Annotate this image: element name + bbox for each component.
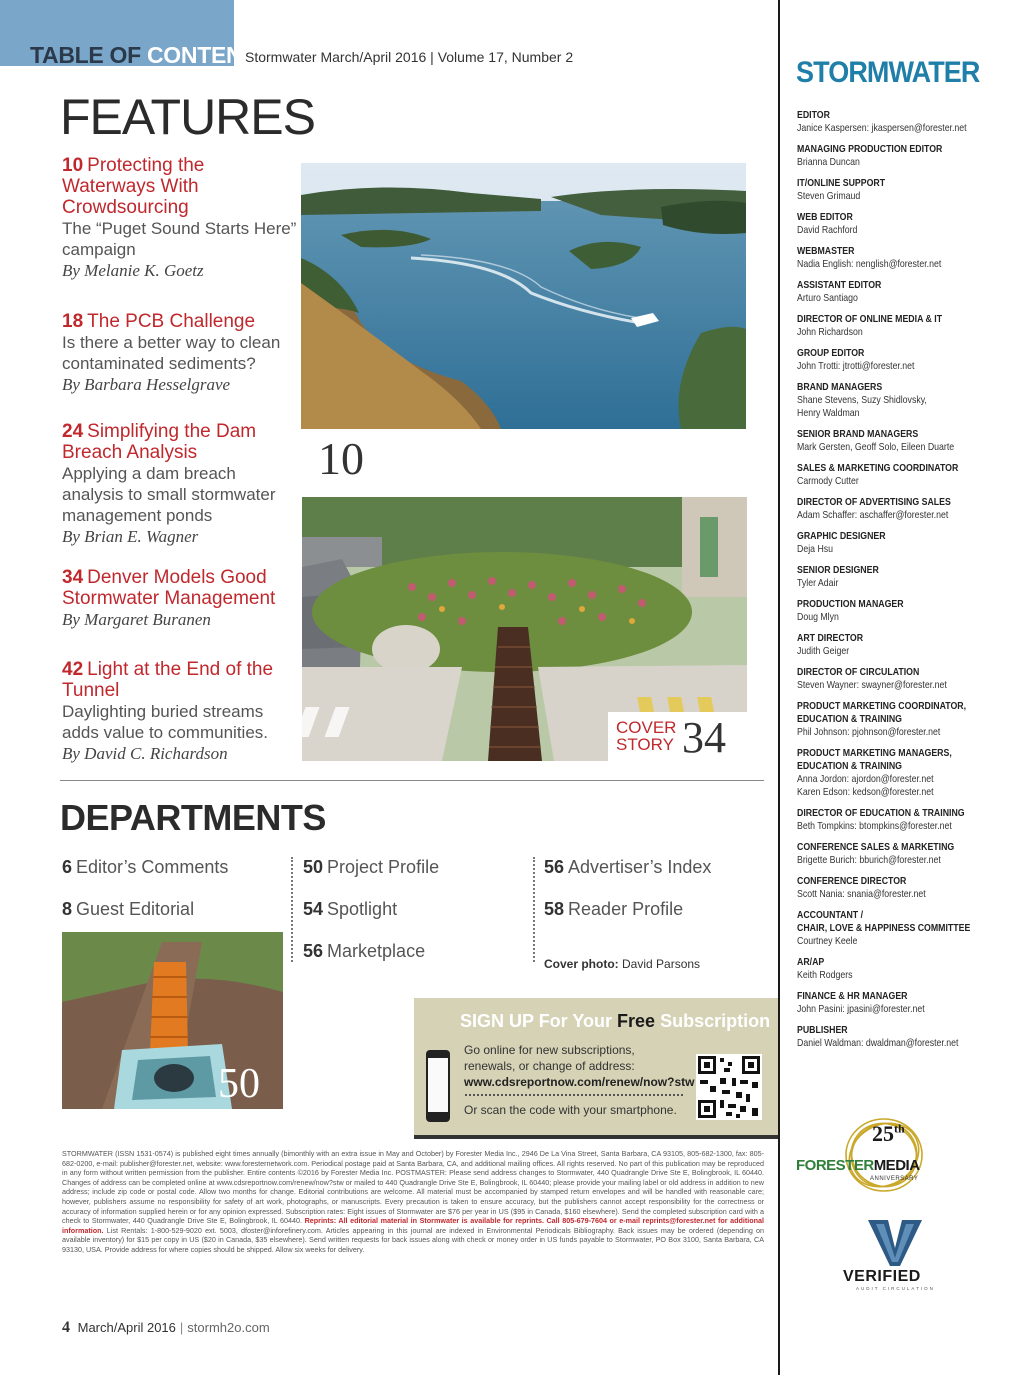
masthead-role: ASSISTANT EDITOR: [797, 280, 882, 291]
masthead-role: EDITOR: [797, 110, 830, 121]
feature-byline: By David C. Richardson: [62, 744, 228, 763]
masthead-entry: [797, 990, 1019, 1016]
feature-byline: By Barbara Hesselgrave: [62, 375, 231, 394]
section-divider: [60, 780, 764, 781]
masthead-role: WEBMASTER: [797, 246, 855, 257]
department-item[interactable]: 54 Spotlight: [303, 899, 398, 919]
masthead-entry: [797, 632, 1019, 658]
masthead-name: Brigette Burich: bburich@forester.net: [797, 855, 941, 866]
feature-title[interactable]: 10 Protecting the Waterways With Crowdsourcing: [62, 155, 205, 218]
masthead-entry: [797, 245, 1019, 271]
signup-text: Go online for new subscriptions, renewals, or change of address: www.cdsreportnow.com/renew/now?stw: [464, 1043, 695, 1089]
masthead-role: GROUP EDITOR: [797, 348, 865, 359]
feature-description: Daylighting buried streams adds value to communities.: [62, 702, 268, 742]
department-item[interactable]: 58 Reader Profile: [544, 899, 684, 919]
masthead-name: Karen Edson: kedson@forester.net: [797, 787, 934, 798]
masthead-entry: [797, 428, 1019, 454]
masthead-name: Shane Stevens, Suzy Shidlovsky,: [797, 395, 927, 406]
masthead-role: GRAPHIC DESIGNER: [797, 531, 886, 542]
column-separator: [533, 857, 535, 962]
masthead-name: Henry Waldman: [797, 408, 860, 419]
department-item[interactable]: 56 Marketplace: [303, 941, 426, 961]
signup-title: SIGN UP For Your Free Subscription: [460, 1011, 771, 1031]
masthead-name: David Rachford: [797, 225, 858, 236]
masthead-entry: [797, 211, 1019, 237]
waterway-photo: [301, 163, 746, 429]
masthead-entry: [797, 909, 1019, 948]
masthead-entry: [797, 313, 1019, 339]
masthead-name: Tyler Adair: [797, 578, 839, 589]
masthead-role: DIRECTOR OF EDUCATION & TRAINING: [797, 808, 965, 819]
staff-masthead: [797, 109, 1019, 1058]
masthead-role: PRODUCT MARKETING COORDINATOR,: [797, 701, 967, 712]
masthead-entry: [797, 666, 1019, 692]
page-number: 4: [62, 1319, 70, 1336]
issue-info: Stormwater March/April 2016 | Volume 17, Number 2: [245, 49, 574, 65]
masthead-name: Deja Hsu: [797, 544, 834, 555]
masthead-name: Beth Tompkins: btompkins@forester.net: [797, 821, 952, 832]
column-separator: [291, 857, 293, 962]
masthead-role: FINANCE & HR MANAGER: [797, 991, 908, 1002]
project-profile-photo: [62, 932, 283, 1109]
feature-item[interactable]: [62, 155, 297, 281]
department-item[interactable]: 8 Guest Editorial: [62, 899, 195, 919]
column-divider: [778, 0, 780, 1375]
feature-item[interactable]: [62, 659, 297, 764]
masthead-name: Judith Geiger: [797, 646, 850, 657]
masthead-role: BRAND MANAGERS: [797, 382, 883, 393]
verified-audit-circulation-logo: VERIFIED AUDIT CIRCULATION: [840, 1218, 950, 1298]
masthead-name: John Trotti: jtrotti@forester.net: [797, 361, 915, 372]
masthead-entry: [797, 564, 1019, 590]
department-item[interactable]: 56 Advertiser’s Index: [544, 857, 712, 877]
masthead-role: EDUCATION & TRAINING: [797, 714, 902, 725]
masthead-name: Adam Schaffer: aschaffer@forester.net: [797, 510, 949, 521]
department-item[interactable]: 50 Project Profile: [303, 857, 440, 877]
feature-description: The “Puget Sound Starts Here” campaign: [62, 219, 297, 259]
masthead-name: Brianna Duncan: [797, 157, 860, 168]
masthead-name: Nadia English: nenglish@forester.net: [797, 259, 942, 270]
department-item[interactable]: 6 Editor’s Comments: [62, 857, 229, 877]
masthead-entry: [797, 530, 1019, 556]
masthead-name: John Pasini: jpasini@forester.net: [797, 1004, 925, 1015]
feature-description: Is there a better way to clean contaminated sediments?: [62, 333, 281, 373]
masthead-name: Steven Grimaud: [797, 191, 861, 202]
masthead-entry: [797, 841, 1019, 867]
cover-story-badge: COVER STORY 34: [608, 712, 747, 761]
feature-title[interactable]: 18 The PCB Challenge: [62, 311, 256, 332]
signup-scan-text: Or scan the code with your smartphone.: [464, 1103, 677, 1117]
masthead-entry: [797, 143, 1019, 169]
masthead-entry: [797, 598, 1019, 624]
cover-story-number: 34: [682, 713, 726, 762]
masthead-name: Daniel Waldman: dwaldman@forester.net: [797, 1038, 959, 1049]
departments-heading: DEPARTMENTS: [60, 797, 326, 838]
subscription-signup-box[interactable]: [414, 998, 778, 1136]
feature-item[interactable]: [62, 311, 297, 395]
masthead-entry: [797, 462, 1019, 488]
masthead-role: SENIOR BRAND MANAGERS: [797, 429, 919, 440]
masthead-role: PRODUCTION MANAGER: [797, 599, 904, 610]
project-photo-number: 50: [218, 1061, 260, 1107]
masthead-name: Arturo Santiago: [797, 293, 858, 304]
masthead-role: CHAIR, LOVE & HAPPINESS COMMITTEE: [797, 923, 971, 934]
masthead-name: Courtney Keele: [797, 936, 858, 947]
masthead-entry: [797, 496, 1019, 522]
masthead-role: CONFERENCE DIRECTOR: [797, 876, 907, 887]
masthead-entry: [797, 956, 1019, 982]
masthead-entry: [797, 1024, 1019, 1050]
qr-code-icon[interactable]: [696, 1054, 762, 1120]
masthead-role: ART DIRECTOR: [797, 633, 864, 644]
masthead-name: Anna Jordon: ajordon@forester.net: [797, 774, 934, 785]
masthead-role: PRODUCT MARKETING MANAGERS,: [797, 748, 952, 759]
masthead-entry: [797, 109, 1019, 135]
cover-photo-credit: Cover photo: David Parsons: [544, 957, 701, 971]
masthead-name: Mark Gersten, Geoff Solo, Eileen Duarte: [797, 442, 955, 453]
masthead-entry: [797, 177, 1019, 203]
stormwater-logo: STORMWATER: [796, 56, 980, 89]
masthead-name: Keith Rodgers: [797, 970, 853, 981]
masthead-role: ACCOUNTANT /: [797, 910, 864, 921]
feature-photo-number: 10: [318, 433, 364, 484]
masthead-name: Doug Mlyn: [797, 612, 839, 623]
smartphone-icon: [426, 1050, 450, 1122]
feature-title[interactable]: 42 Light at the End of the Tunnel: [62, 659, 274, 701]
table-of-contents-label: TABLE OF CONTENTS: [30, 42, 272, 68]
dotted-arrow-line: [465, 1094, 683, 1096]
feature-byline: By Melanie K. Goetz: [62, 261, 204, 280]
masthead-role: MANAGING PRODUCTION EDITOR: [797, 144, 943, 155]
masthead-entry: [797, 747, 1019, 799]
masthead-role: IT/ONLINE SUPPORT: [797, 178, 886, 189]
site-link[interactable]: stormh2o.com: [187, 1320, 270, 1335]
masthead-name: Steven Wayner: swayner@forester.net: [797, 680, 947, 691]
signup-url-link[interactable]: www.cdsreportnow.com/renew/now?stw: [464, 1075, 695, 1089]
publication-legal-text: STORMWATER (ISSN 1531-0574) is published eight times annually (bimonthly with an extra issue in May and October) by Forester Media Inc., 2946 De La Vina Street, Santa Barbara, CA 93105, 805-682-1300, fax: 805-682-0200, e-mail: publisher@forester.net, website: www.foresternetwork.com. Periodical postage paid at Santa Barbara, CA, and additional mailing offices. All rights reserved. No part of this publication may be reproduced in any form without written permission from the publisher. Entire contents ©2016 by Forester Media Inc. POSTMASTER: Please send address changes to Stormwater, 440 Quadrangle Drive Ste E, Bolingbrook, IL 60440. Changes of address can be completed online at www.cdsreportnow.com/renew/now?stw or mailed to 440 Quadrangle Drive Ste E, Bolingbrook, IL 60440; please provide your mailing label or old address in addition to new address; include zip code or postal code. Allow two months for change. Editorial contributions are welcome. All material must be accompanied by stamped return envelopes and will be handled with reasonable care; however, publishers assume no responsibility for safety of art work, photographs, or manuscripts. Every precaution is taken to ensure accuracy, but the publishers cannot accept responsibility for the correctness or accuracy of information supplied herein or for any opinion expressed. Subscription rates: Eight issues of Stormwater are $76 per year in US ($95 in Canada, $160 elsewhere). Send the completed subscription card with a check to Stormwater, 440 Quadrangle Drive Ste E, Bolingbrook, IL 60440. Reprints: All editorial material in Stormwater is available for reprints. Call 805-679-7604 or e-mail reprints@forester.net for additional information. List Rentals: 1-800-529-9020 ext. 5003, dfoster@inforefinery.com. Articles appearing in this journal are indexed in Environmental Periodicals Bibliography. Back issues may be ordered (depending on available inventory) for $15 per copy in US ($20 in Canada, $35 elsewhere). Send written requests for back issues along with check or money order in US funds payable to Stormwater, PO Box 3100, Santa Barbara, CA 93130, USA. Provide address for where copies should be shipped. Allow six weeks for delivery.: [62, 1149, 765, 1254]
masthead-name: Scott Nania: snania@forester.net: [797, 889, 926, 900]
masthead-role: WEB EDITOR: [797, 212, 853, 223]
feature-item[interactable]: [62, 421, 297, 547]
masthead-role: CONFERENCE SALES & MARKETING: [797, 842, 955, 853]
masthead-role: SENIOR DESIGNER: [797, 565, 879, 576]
masthead-role: DIRECTOR OF ONLINE MEDIA & IT: [797, 314, 943, 325]
masthead-entry: [797, 347, 1019, 373]
feature-item[interactable]: [62, 567, 302, 630]
masthead-role: AR/AP: [797, 957, 825, 968]
masthead-entry: [797, 875, 1019, 901]
feature-byline: By Margaret Buranen: [62, 610, 211, 629]
feature-description: Applying a dam breach analysis to small stormwater management ponds: [62, 464, 276, 525]
masthead-role: EDUCATION & TRAINING: [797, 761, 902, 772]
masthead-role: SALES & MARKETING COORDINATOR: [797, 463, 959, 474]
masthead-name: Carmody Cutter: [797, 476, 859, 487]
feature-byline: By Brian E. Wagner: [62, 527, 199, 546]
masthead-role: DIRECTOR OF CIRCULATION: [797, 667, 920, 678]
masthead-name: Phil Johnson: pjohnson@forester.net: [797, 727, 941, 738]
features-heading: FEATURES: [60, 89, 315, 145]
masthead-role: PUBLISHER: [797, 1025, 848, 1036]
masthead-entry: [797, 700, 1019, 739]
feature-title[interactable]: 24 Simplifying the Dam Breach Analysis: [62, 421, 257, 463]
masthead-entry: [797, 381, 1019, 420]
masthead-entry: [797, 807, 1019, 833]
masthead-entry: [797, 279, 1019, 305]
feature-title[interactable]: 34 Denver Models Good Stormwater Management: [62, 567, 276, 609]
masthead-name: John Richardson: [797, 327, 863, 338]
masthead-role: DIRECTOR OF ADVERTISING SALES: [797, 497, 951, 508]
page-footer: 4 March/April 2016 | stormh2o.com: [62, 1319, 270, 1336]
masthead-name: Janice Kaspersen: jkaspersen@forester.net: [797, 123, 967, 134]
forester-media-25th-anniversary-logo: 25th FORESTERMEDIA ANNIVERSARY: [796, 1115, 992, 1195]
